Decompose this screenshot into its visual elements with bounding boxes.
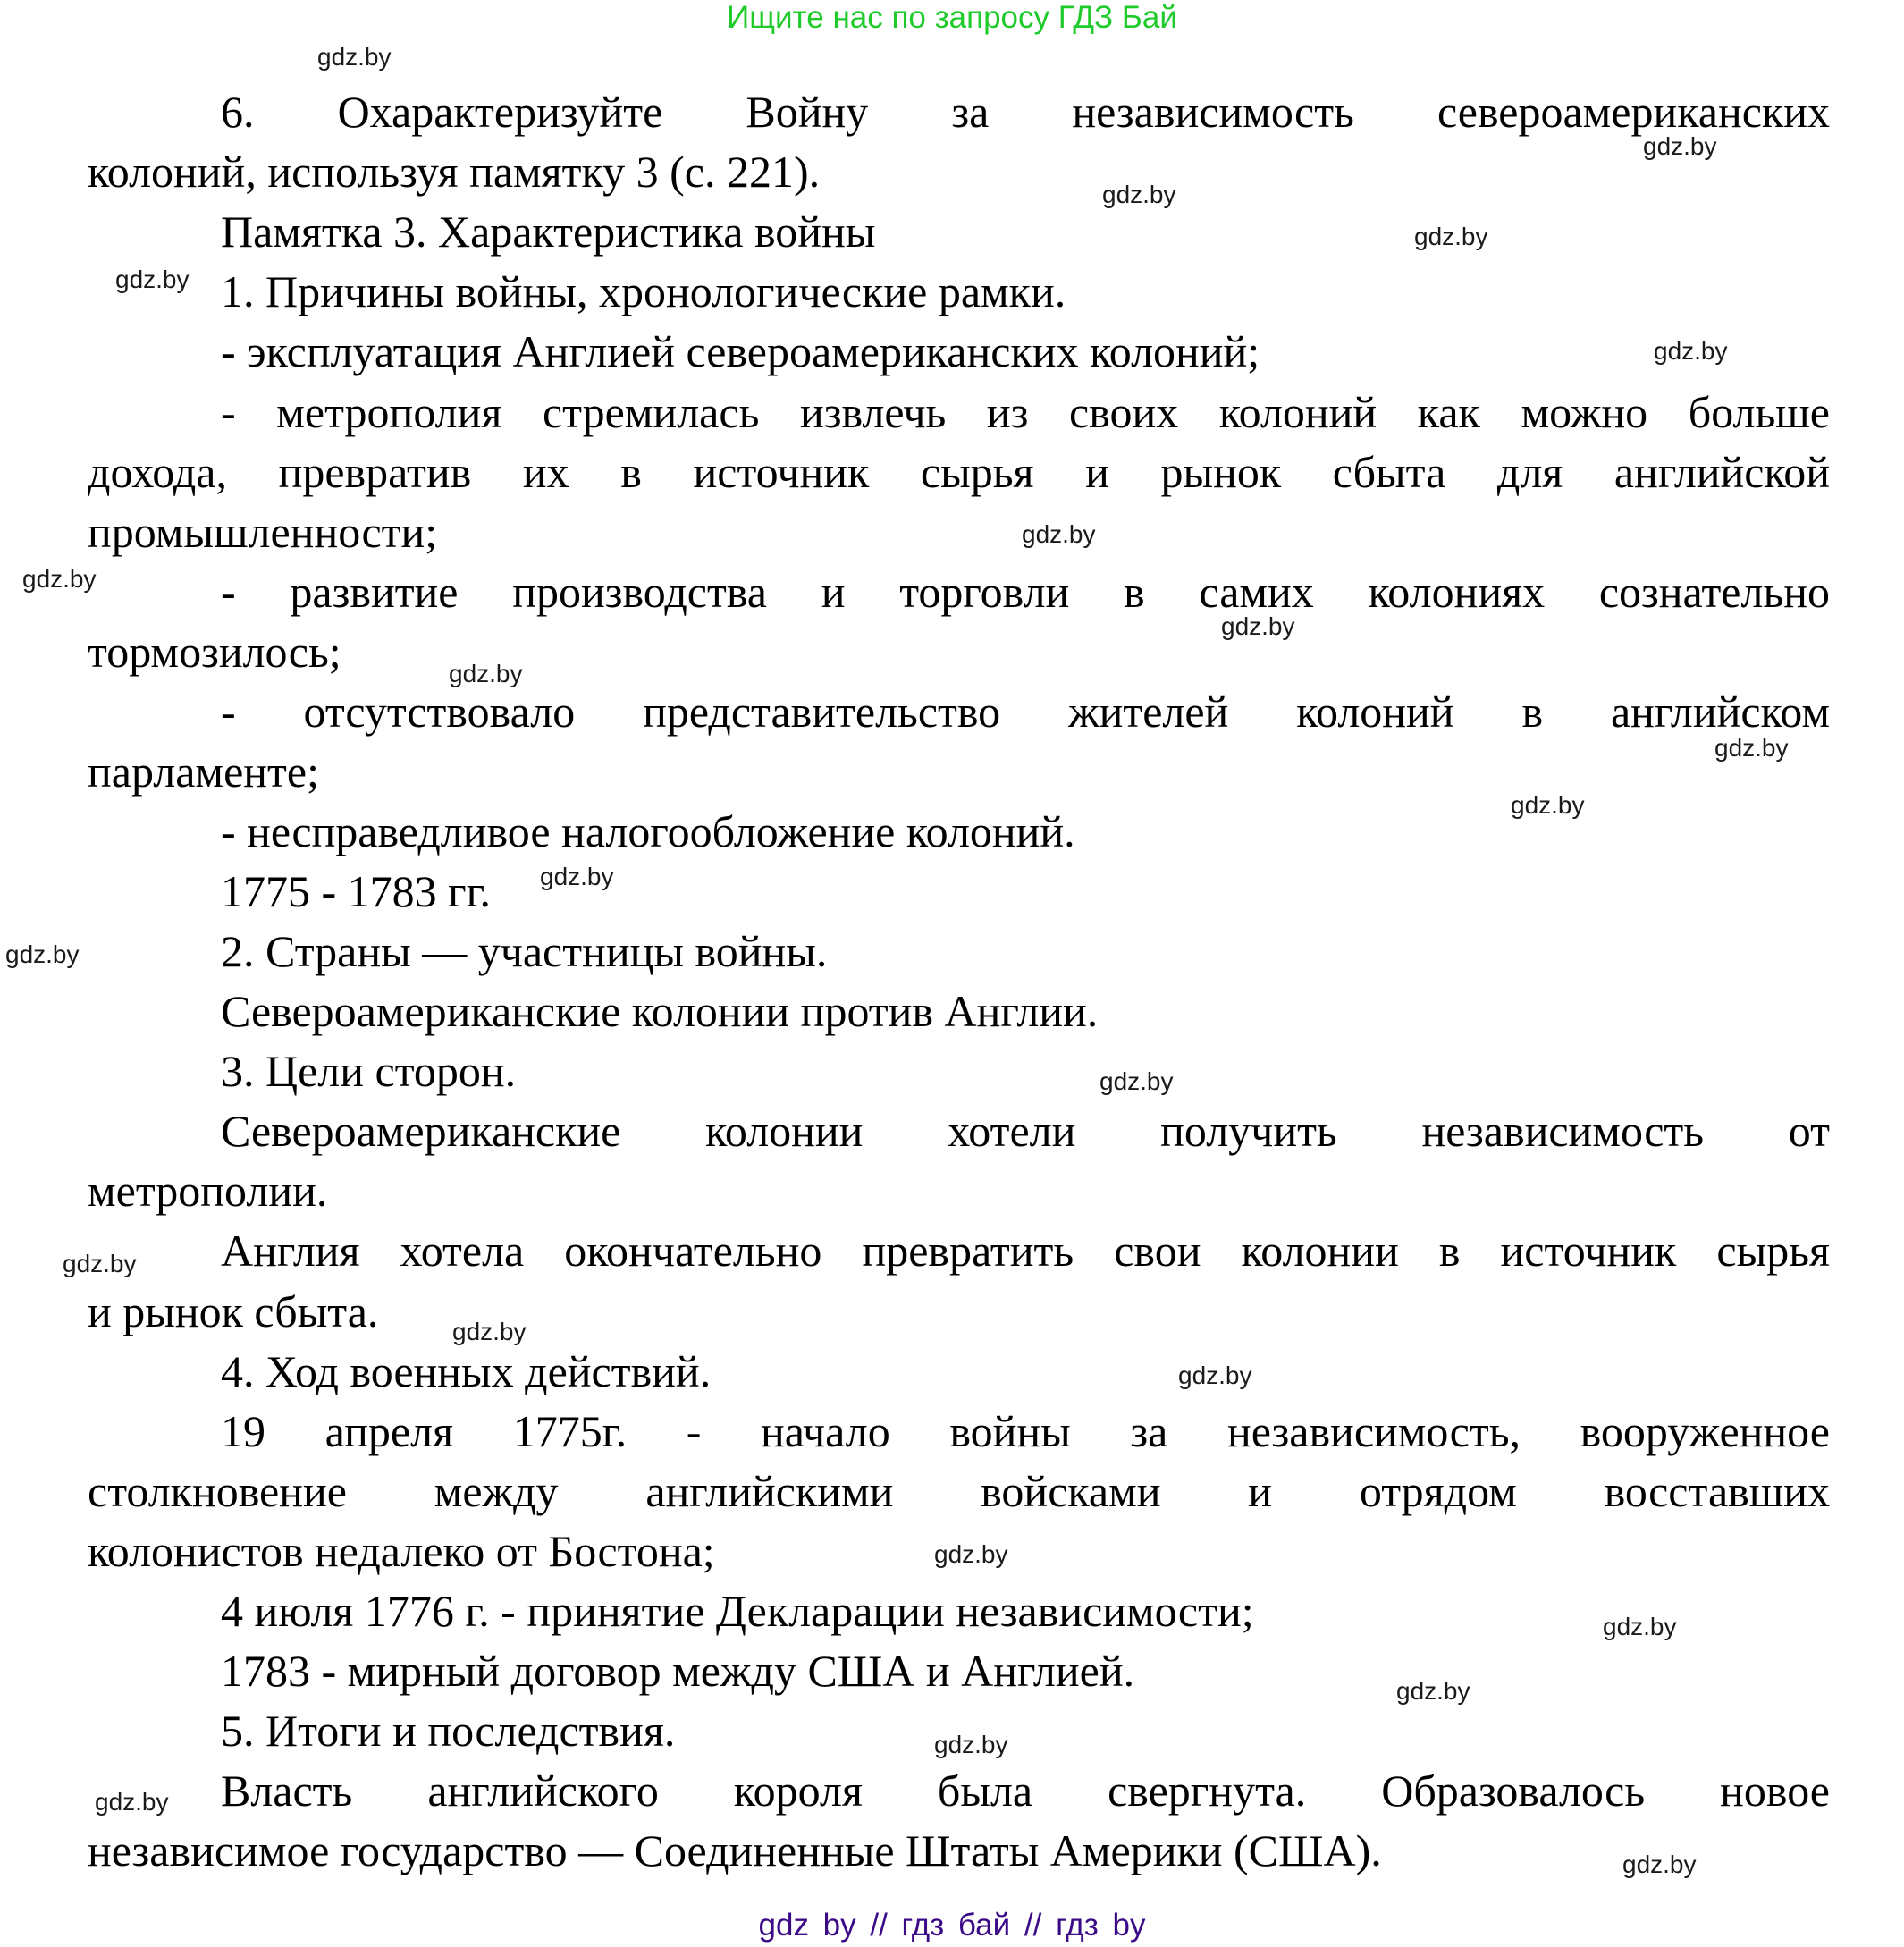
watermark: gdz.by — [5, 940, 80, 968]
watermark: gdz.by — [317, 43, 392, 71]
watermark: gdz.by — [95, 1788, 169, 1816]
watermark: gdz.by — [1603, 1613, 1677, 1640]
event-1783: 1783 - мирный договор между США и Англией. — [221, 1646, 1135, 1696]
goals-colonies-line-2: метрополии. — [88, 1166, 328, 1216]
event-1775-line-1: 19 апреля 1775г. - начало войны за независимость, вооруженное — [221, 1406, 1830, 1456]
section-2-heading: 2. Страны — участницы войны. — [221, 926, 828, 976]
task-title-line-2: колоний, используя памятку 3 (с. 221). — [88, 147, 821, 197]
cause-item-3-line-1: - развитие производства и торговли в самих колониях сознательно — [221, 567, 1830, 617]
section-5-heading: 5. Итоги и последствия. — [221, 1706, 676, 1756]
watermark: gdz.by — [22, 565, 97, 593]
watermark: gdz.by — [63, 1250, 137, 1277]
cause-item-2-line-1: - метрополия стремилась извлечь из своих колоний как можно больше — [221, 387, 1830, 437]
watermark: gdz.by — [934, 1540, 1008, 1568]
watermark: gdz.by — [1622, 1850, 1697, 1878]
cause-item-5: - несправедливое налогообложение колоний. — [221, 806, 1075, 856]
search-hint-banner: Ищите нас по запросу ГДЗ Бай — [727, 0, 1177, 35]
watermark: gdz.by — [1654, 337, 1728, 365]
watermark: gdz.by — [1511, 791, 1585, 819]
watermark: gdz.by — [115, 266, 190, 293]
event-1776: 4 июля 1776 г. - принятие Декларации независимости; — [221, 1586, 1254, 1636]
watermark: gdz.by — [934, 1731, 1008, 1758]
section-1-heading: 1. Причины войны, хронологические рамки. — [221, 266, 1066, 316]
section-4-heading: 4. Ход военных действий. — [221, 1346, 712, 1396]
goals-england-line-1: Англия хотела окончательно превратить свои колонии в источник сырья — [221, 1226, 1830, 1276]
war-dates: 1775 - 1783 гг. — [221, 866, 492, 916]
site-footer-links: gdz by // гдз бай // гдз by — [758, 1908, 1146, 1943]
watermark: gdz.by — [1178, 1361, 1252, 1389]
watermark: gdz.by — [1102, 181, 1176, 208]
goals-colonies-line-1: Североамериканские колонии хотели получить независимость от — [221, 1106, 1830, 1156]
memo-heading: Памятка 3. Характеристика войны — [221, 206, 876, 257]
goals-england-line-2: и рынок сбыта. — [88, 1286, 379, 1336]
cause-item-1: - эксплуатация Англией североамериканских колоний; — [221, 326, 1260, 376]
participants-text: Североамериканские колонии против Англии. — [221, 986, 1099, 1036]
results-line-1: Власть английского короля была свергнута. Образовалось новое — [221, 1766, 1830, 1816]
cause-item-2-line-3: промышленности; — [88, 507, 438, 557]
watermark: gdz.by — [1022, 520, 1096, 548]
event-1775-line-2: столкновение между английскими войсками и отрядом восставших — [88, 1466, 1830, 1516]
watermark: gdz.by — [1414, 223, 1488, 250]
watermark: gdz.by — [452, 1318, 527, 1345]
watermark: gdz.by — [1643, 132, 1717, 160]
watermark: gdz.by — [1221, 612, 1295, 640]
event-1775-line-3: колонистов недалеко от Бостона; — [88, 1526, 715, 1576]
task-title-line-1: 6. Охарактеризуйте Войну за независимость североамериканских — [221, 87, 1830, 137]
cause-item-4-line-1: - отсутствовало представительство жителей колоний в английском — [221, 687, 1830, 737]
cause-item-3-line-2: тормозилось; — [88, 627, 341, 677]
watermark: gdz.by — [1099, 1067, 1174, 1095]
watermark: gdz.by — [449, 660, 523, 687]
watermark: gdz.by — [1714, 734, 1789, 762]
section-3-heading: 3. Цели сторон. — [221, 1046, 517, 1096]
watermark: gdz.by — [1396, 1677, 1470, 1705]
cause-item-4-line-2: парламенте; — [88, 746, 319, 796]
cause-item-2-line-2: дохода, превратив их в источник сырья и рынок сбыта для английской — [88, 447, 1830, 497]
watermark: gdz.by — [540, 863, 614, 890]
results-line-2: независимое государство — Соединенные Штаты Америки (США). — [88, 1825, 1382, 1875]
